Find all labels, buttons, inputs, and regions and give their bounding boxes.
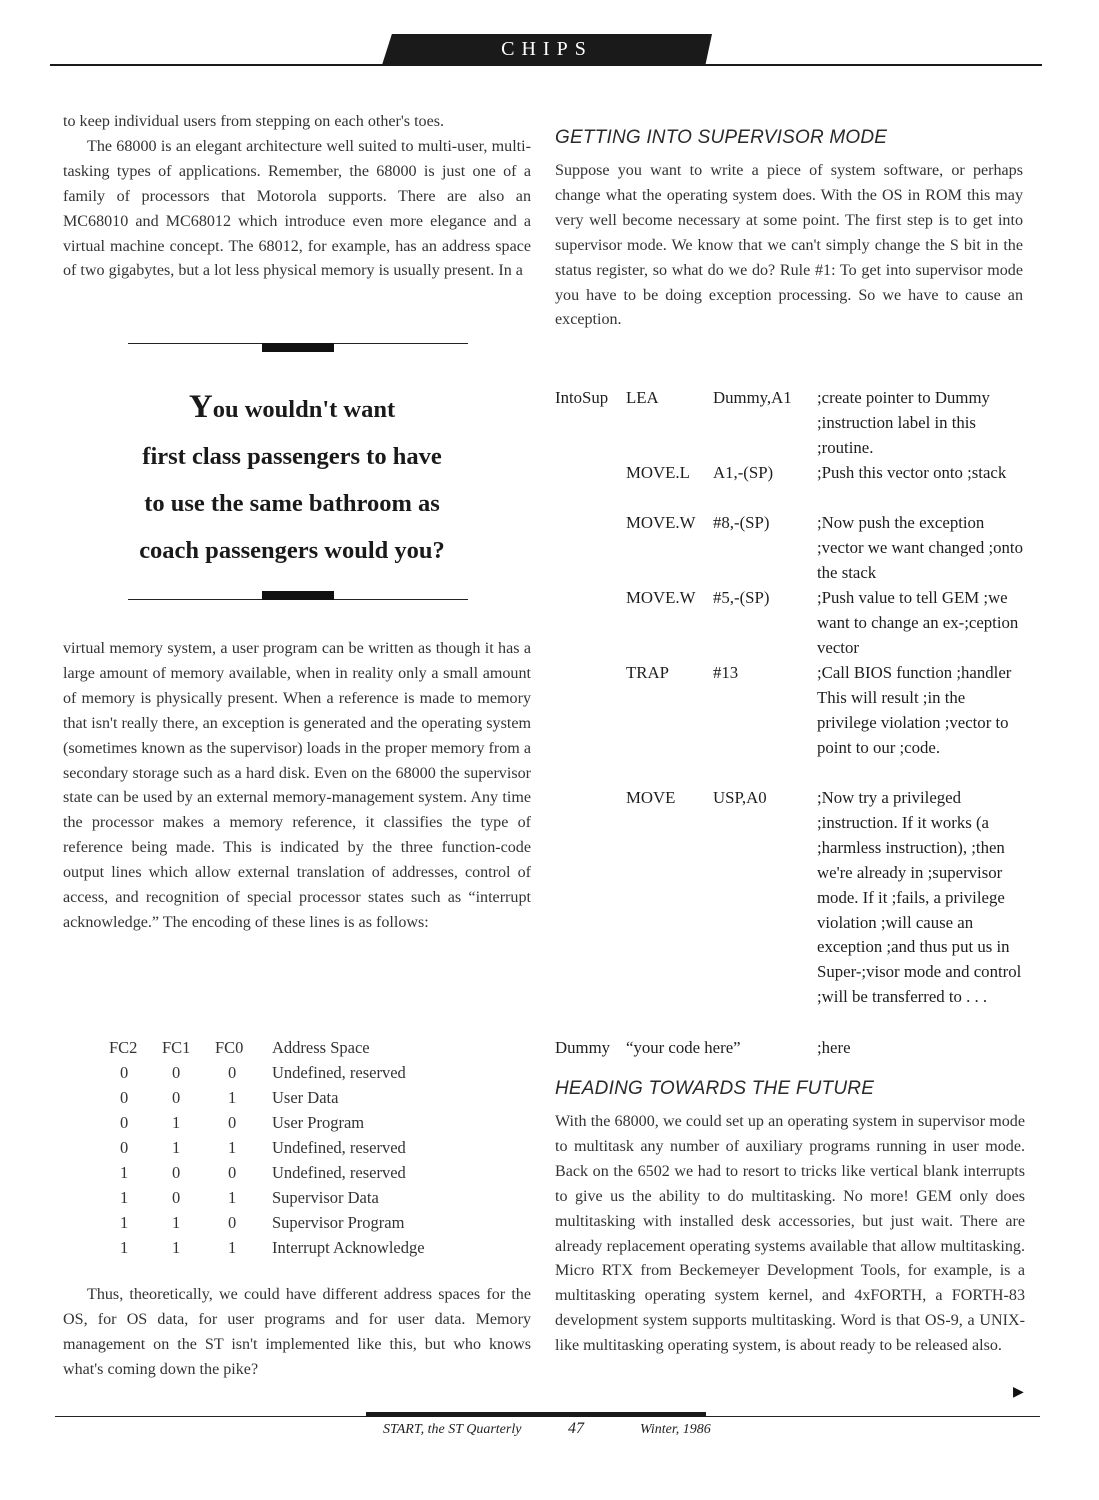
- table-cell: 1: [120, 1188, 129, 1207]
- code-opcode: “your code here”: [626, 1038, 741, 1057]
- pullquote-line: [102, 384, 482, 433]
- drop-letter: Y: [188, 389, 213, 425]
- pullquote-block-top: [262, 343, 334, 352]
- paragraph: Thus, theoretically, we could have different address spaces for the OS, for OS data, for user programs and for user data. Memory management on the ST isn't implemented like this, but who knows what's coming down the pike?: [63, 1286, 531, 1378]
- table-cell: 1: [228, 1088, 237, 1107]
- paragraph: virtual memory system, a user program can be written as though it has a large amount of memory available, when in reality only a small amount of memory is physically present. When a reference is made to memory that isn't really there, an exception is generated and the operating system (sometimes known as the supervisor) loads in the proper memory from a secondary storage such as a hard disk. Even on the 68000 the supervisor state can be used by an external memory-management system. Any time the processor makes a memory reference, it classifies the type of reference being made. This is indicated by the three function-code output lines which allow external translation of addresses, control of access, and recognition of special processor states such as “interrupt acknowledge.” The encoding of these lines is as follows:: [63, 640, 531, 931]
- function-code-table: [100, 1036, 520, 1261]
- code-opcode: MOVE: [626, 788, 676, 807]
- table-cell: 1: [120, 1213, 129, 1232]
- table-cell: 0: [228, 1063, 237, 1082]
- left-column-bottom: [63, 1283, 531, 1383]
- code-label: IntoSup: [555, 388, 609, 407]
- pullquote-line: to use the same bathroom as: [144, 490, 440, 517]
- table-cell: 1: [228, 1138, 237, 1157]
- table-header: Address Space: [272, 1038, 370, 1057]
- table-cell: Supervisor Data: [272, 1188, 379, 1207]
- code-operand: USP,A0: [713, 788, 767, 807]
- table-cell: 1: [172, 1238, 181, 1257]
- table-cell: Interrupt Acknowledge: [272, 1238, 425, 1257]
- table-cell: 1: [120, 1238, 129, 1257]
- paragraph: Suppose you want to write a piece of system software, or perhaps change what the operating system does. With the OS in ROM this may very well become necessary at some point. The first step is to get into supervisor mode. We know that we can't simply change the S bit in the status register, so what do we do? Rule #1: To get into supervisor mode you have to be doing exception processing. So we have to cause an exception.: [555, 162, 1023, 329]
- table-cell: 1: [228, 1188, 237, 1207]
- table-header: FC2: [109, 1038, 138, 1057]
- pullquote-line: first class passengers to have: [142, 443, 442, 470]
- table-cell: User Data: [272, 1088, 339, 1107]
- footer-tab: [366, 1412, 706, 1417]
- paragraph: to keep individual users from stepping on each other's toes.: [63, 113, 445, 130]
- table-cell: 0: [172, 1063, 181, 1082]
- pullquote-text: ou wouldn't want: [212, 396, 396, 423]
- right-column-top: [555, 159, 1023, 333]
- code-comment: ;Call BIOS function ;handler This will result ;in the privilege violation ;vector to point to our ;code.: [817, 663, 1012, 757]
- table-cell: 0: [172, 1188, 181, 1207]
- section-title: CHIPS: [501, 38, 593, 60]
- section-heading: HEADING TOWARDS THE FUTURE: [555, 1078, 875, 1099]
- publication-name: START, the ST Quarterly: [383, 1422, 522, 1437]
- code-operand: #5,-(SP): [713, 588, 770, 607]
- table-cell: 0: [120, 1138, 129, 1157]
- code-operand: Dummy,A1: [713, 388, 792, 407]
- pullquote-line: coach passengers would you?: [139, 537, 445, 564]
- code-opcode: MOVE.L: [626, 463, 690, 482]
- code-operand: #8,-(SP): [713, 513, 770, 532]
- table-cell: 0: [228, 1213, 237, 1232]
- paragraph: The 68000 is an elegant architecture well suited to multi-user, multi-tasking types of applications. Remember, the 68000 is just one of a family of processors that Motorola supports. There are also an MC68010 and MC68012 which introduce even more elegance and a virtual machine concept. The 68012, for example, has an address space of two gigabytes, but a lot less physical memory is usually present. In a: [63, 137, 531, 280]
- code-comment: ;Now push the exception ;vector we want changed ;onto the stack: [817, 513, 1023, 582]
- table-header: FC0: [215, 1038, 244, 1057]
- code-comment: ;create pointer to Dummy ;instruction label in this ;routine.: [817, 388, 990, 457]
- table-cell: 0: [120, 1113, 129, 1132]
- code-listing: [555, 386, 1035, 1066]
- table-cell: 0: [228, 1163, 237, 1182]
- left-column-middle: [63, 637, 531, 936]
- section-heading: GETTING INTO SUPERVISOR MODE: [555, 127, 888, 148]
- issue-date: Winter, 1986: [640, 1422, 711, 1437]
- paragraph: With the 68000, we could set up an operating system in supervisor mode to multitask any number of auxiliary programs running in user mode. Back on the 6502 we had to resort to tricks like vertical blank interrupts to give us the ability to do multitasking. No more! GEM only does multitasking with installed desk accessories, but just wait. There are already replacement operating systems available that allow multitasking. Micro RTX from Beckemeyer Development Tools, for example, is a multitasking operating system kernel, and 4xFORTH, a FORTH-83 development system supports multitasking. Word is that OS-9, a UNIX-like multitasking operating system, is about ready to be released also.: [555, 1113, 1025, 1355]
- table-cell: 1: [120, 1163, 129, 1182]
- code-operand: #13: [713, 663, 739, 682]
- code-opcode: MOVE.W: [626, 588, 696, 607]
- table-cell: 0: [172, 1088, 181, 1107]
- table-cell: 1: [228, 1238, 237, 1257]
- table-header: FC1: [162, 1038, 191, 1057]
- table-cell: 0: [120, 1063, 129, 1082]
- code-comment: ;here: [817, 1038, 851, 1057]
- page-number: 47: [568, 1420, 584, 1437]
- table-cell: Supervisor Program: [272, 1213, 405, 1232]
- table-cell: 0: [172, 1163, 181, 1182]
- continue-arrow-icon: ▶: [1013, 1385, 1024, 1400]
- left-column-top: [63, 110, 531, 284]
- code-comment: ;Push value to tell GEM ;we want to change an ex-;ception vector: [817, 588, 1019, 657]
- table-cell: 1: [172, 1113, 181, 1132]
- code-label: Dummy: [555, 1038, 611, 1057]
- table-cell: 0: [120, 1088, 129, 1107]
- right-column-bottom: [555, 1110, 1025, 1359]
- table-cell: Undefined, reserved: [272, 1138, 406, 1157]
- code-opcode: TRAP: [626, 663, 669, 682]
- code-opcode: MOVE.W: [626, 513, 696, 532]
- table-cell: 0: [228, 1113, 237, 1132]
- pullquote: [102, 384, 482, 574]
- table-cell: 1: [172, 1213, 181, 1232]
- code-comment: ;Push this vector onto ;stack: [817, 463, 1007, 482]
- pullquote-block-bottom: [262, 591, 334, 600]
- table-cell: Undefined, reserved: [272, 1163, 406, 1182]
- table-cell: Undefined, reserved: [272, 1063, 406, 1082]
- code-comment: ;Now try a privileged ;instruction. If it works (a ;harmless instruction), ;then we're already in ;supervisor mode. If it ;fails, a privilege violation ;will cause an exception ;and thus put us in Super-;visor mode and control ;will be transferred to . . .: [817, 788, 1022, 1007]
- code-operand: A1,-(SP): [713, 463, 774, 482]
- table-cell: 1: [172, 1138, 181, 1157]
- code-opcode: LEA: [626, 388, 659, 407]
- table-cell: User Program: [272, 1113, 365, 1132]
